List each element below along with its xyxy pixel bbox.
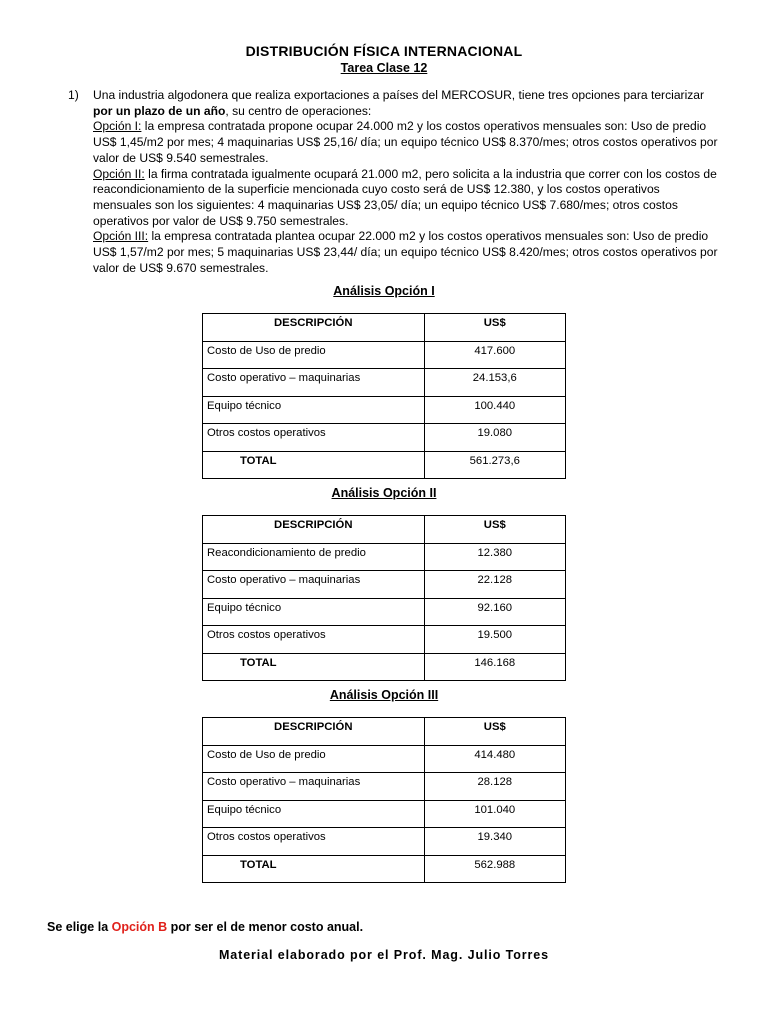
option-2-label: Opción II: [93, 166, 145, 181]
table-row [203, 543, 566, 571]
row-description: Otros costos operativos [203, 828, 425, 856]
analysis-2-title: Análisis Opción II [331, 486, 437, 500]
column-header-amount: US$ [424, 516, 565, 544]
option-1-label: Opción I: [93, 119, 142, 134]
table-row [203, 598, 566, 626]
conclusion-highlight: Opción B [111, 920, 168, 934]
document-subtitle: Tarea Clase 12 [340, 61, 428, 75]
row-description: Costo de Uso de predio [203, 341, 425, 369]
row-description: Costo operativo – maquinarias [203, 773, 425, 801]
row-amount: 22.128 [424, 571, 565, 599]
table-row [203, 828, 566, 856]
option-1-text: la empresa contratada propone ocupar 24.000 m2 y los costos operativos mensuales son: Uso de predio US$ 1,45/m2 por mes; 4 maquinarias US$ 25,16/ día; un equipo técnico US$ 8.370/mes; otros costos operativos por valor de US$ 9.540 semestrales. [93, 119, 718, 165]
analysis-2-table [202, 515, 566, 681]
row-description: Otros costos operativos [203, 626, 425, 654]
column-header-amount: US$ [424, 314, 565, 342]
table-header-row [203, 718, 566, 746]
table-total-row [203, 451, 566, 479]
table-header-row [203, 314, 566, 342]
option-3-label: Opción III: [93, 229, 149, 244]
row-amount: 19.080 [424, 424, 565, 452]
row-amount: 100.440 [424, 396, 565, 424]
conclusion: Se elige la Opción B por ser el de menor costo anual. [47, 920, 364, 934]
document-title: DISTRIBUCIÓN FÍSICA INTERNACIONAL [245, 43, 523, 59]
total-label: TOTAL [203, 451, 425, 479]
total-amount: 562.988 [424, 855, 565, 883]
table-total-row [203, 855, 566, 883]
row-amount: 24.153,6 [424, 369, 565, 397]
table-row [203, 369, 566, 397]
row-description: Costo operativo – maquinarias [203, 369, 425, 397]
option-3-paragraph [93, 229, 718, 276]
row-description: Equipo técnico [203, 396, 425, 424]
table-row [203, 626, 566, 654]
total-label: TOTAL [203, 653, 425, 681]
row-amount: 19.340 [424, 828, 565, 856]
table-row [203, 800, 566, 828]
table-row [203, 773, 566, 801]
question-block [68, 88, 718, 276]
row-amount: 12.380 [424, 543, 565, 571]
option-1-paragraph [93, 119, 718, 166]
column-header-description: DESCRIPCIÓN [203, 718, 425, 746]
row-description: Otros costos operativos [203, 424, 425, 452]
analysis-3-title: Análisis Opción III [329, 688, 439, 702]
column-header-description: DESCRIPCIÓN [203, 516, 425, 544]
row-description: Costo de Uso de predio [203, 745, 425, 773]
question-body [93, 88, 718, 276]
row-description: Reacondicionamiento de predio [203, 543, 425, 571]
table-row [203, 745, 566, 773]
option-2-paragraph [93, 167, 718, 230]
option-3-text: la empresa contratada plantea ocupar 22.000 m2 y los costos operativos mensuales son: Uso de predio US$ 1,57/m2 por mes; 5 maquinarias US$ 23,44/ día; un equipo técnico US$ 8.420/mes; otros costos operativos por valor de US$ 9.670 semestrales. [93, 229, 718, 275]
analysis-1-title: Análisis Opción I [333, 284, 435, 298]
row-amount: 28.128 [424, 773, 565, 801]
analysis-1-table [202, 313, 566, 479]
table-row [203, 396, 566, 424]
table-header-row [203, 516, 566, 544]
question-intro-emphasis: por un plazo de un año [93, 103, 226, 118]
total-amount: 146.168 [424, 653, 565, 681]
question-number: 1) [68, 88, 79, 102]
row-description: Equipo técnico [203, 800, 425, 828]
row-description: Costo operativo – maquinarias [203, 571, 425, 599]
question-intro: Una industria algodonera que realiza exportaciones a países del MERCOSUR, tiene tres opciones para terciarizar por un plazo de un año, su centro de operaciones: [93, 88, 705, 118]
total-label: TOTAL [203, 855, 425, 883]
row-description: Equipo técnico [203, 598, 425, 626]
table-row [203, 571, 566, 599]
column-header-description: DESCRIPCIÓN [203, 314, 425, 342]
table-row [203, 341, 566, 369]
author-footer: Material elaborado por el Prof. Mag. Julio Torres [218, 948, 550, 962]
row-amount: 92.160 [424, 598, 565, 626]
option-2-text: la firma contratada igualmente ocupará 21.000 m2, pero solicita a la industria que correr con los costos de reacondicionamiento de la superficie mencionada cuyo costo será de US$ 12.380, y los costos operativos mensuales son los siguientes: 4 maquinarias US$ 23,05/ día; un equipo técnico US$ 7.680/mes; otros costos operativos por valor de US$ 9.750 semestrales. [93, 166, 717, 228]
analysis-3-table [202, 717, 566, 883]
total-amount: 561.273,6 [424, 451, 565, 479]
table-row [203, 424, 566, 452]
row-amount: 414.480 [424, 745, 565, 773]
table-total-row [203, 653, 566, 681]
row-amount: 19.500 [424, 626, 565, 654]
row-amount: 101.040 [424, 800, 565, 828]
row-amount: 417.600 [424, 341, 565, 369]
column-header-amount: US$ [424, 718, 565, 746]
